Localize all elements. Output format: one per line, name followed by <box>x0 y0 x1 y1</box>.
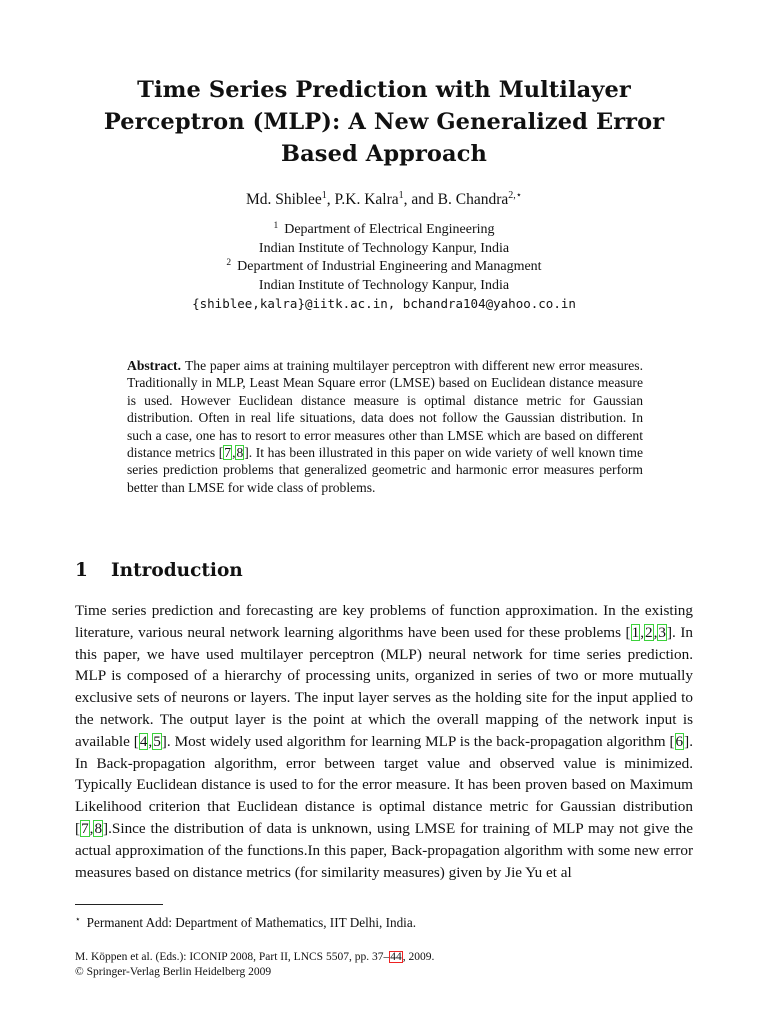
citation-link[interactable]: 8 <box>94 819 103 837</box>
citation-link[interactable]: 5 <box>153 732 161 750</box>
author-separator: , <box>403 191 412 208</box>
section-heading <box>75 559 243 583</box>
section-title: Introduction <box>111 560 243 581</box>
citation-separator: , <box>653 623 658 641</box>
citation-link[interactable]: 1 <box>631 623 640 641</box>
abstract-text: ]. It has been illustrated in this paper on wide variety of well known time series prediction problems that generalized geometric and harmonic error measures perform better than LMSE for wide class of problems. <box>127 445 643 495</box>
footnote-mark: ⋆ <box>75 914 81 924</box>
citation-separator: , <box>89 819 94 837</box>
affiliation-line <box>60 258 708 277</box>
author-name: Md. Shiblee <box>245 191 322 208</box>
citation-link[interactable]: 4 <box>139 732 148 750</box>
body-text: Time series prediction and forecasting are key problems of function approximation. In the existing literature, various neural network learning algorithms have been used for these problems [ <box>75 602 693 641</box>
publisher-info <box>75 950 434 979</box>
body-text: ]. In this paper, we have used multilayer perceptron (MLP) neural network for time series prediction. MLP is composed of a hierarchy of processing units, organized in series of two or more mutually exclusive sets of neurons or layers. The input layer serves as the holding site for the input applied to the network. The output layer is the point at which the overall mapping of the network input is available [ <box>75 623 693 750</box>
page-range-link[interactable]: 44 <box>390 951 402 963</box>
citation-link[interactable]: 7 <box>81 819 89 837</box>
proceedings-line <box>75 950 434 965</box>
affil-department: Department of Industrial Engineering and Managment <box>237 259 542 274</box>
author-emails: {shiblee,kalra}@iitk.ac.in, bchandra104@yahoo.co.in <box>192 296 576 311</box>
citation-link[interactable]: 6 <box>675 732 684 750</box>
abstract <box>127 357 643 496</box>
body-text: ]. In Back-propagation algorithm, error between target value and observed value is minimized. Typically Euclidean distance is used to for the error measure. It has been proven based on Maximum Likelihood criterion that Euclidean distance is optimal distance metric for Gaussian distribution [ <box>75 732 693 837</box>
author-separator: , <box>326 191 335 208</box>
author-list <box>60 190 708 210</box>
affiliations <box>60 221 708 314</box>
citation-link[interactable]: 3 <box>658 623 666 641</box>
citation-separator: , <box>148 732 153 750</box>
citation-separator: , <box>232 445 236 461</box>
footnote-divider <box>75 904 163 905</box>
paper-title <box>60 74 708 170</box>
author-name: and B. Chandra <box>411 191 509 208</box>
author-affil-mark: 2,⋆ <box>508 190 523 201</box>
affil-institute: Indian Institute of Technology Kanpur, India <box>258 277 510 293</box>
author-name: P.K. Kalra <box>334 191 399 208</box>
affiliation-line <box>60 221 708 240</box>
author-affil-mark: 1 <box>398 190 404 201</box>
affil-department: Department of Electrical Engineering <box>284 222 495 237</box>
affil-mark: 2 <box>226 258 232 268</box>
abstract-text: The paper aims at training multilayer perceptron with different new error measures. Traditionally in MLP, Least Mean Square error (LMSE) based on Euclidean distance measure is used. However Euclidean distance measure is optimal distance metric for Gaussian distribution. Often in real life situations, data does not follow the Gaussian distribution. In such a case, one has to resort to error measures other than LMSE which are based on different distance metrics [ <box>127 358 643 461</box>
proceedings-text: M. Köppen et al. (Eds.): ICONIP 2008, Part II, LNCS 5507, pp. 37– <box>75 951 390 963</box>
author-affil-mark: 1 <box>321 190 327 201</box>
title-line: Based Approach <box>281 141 487 167</box>
abstract-label: Abstract. <box>127 358 181 373</box>
citation-link[interactable]: 8 <box>236 445 244 461</box>
copyright-line: © Springer-Verlag Berlin Heidelberg 2009 <box>75 965 272 978</box>
citation-separator: , <box>640 623 644 641</box>
footnote-text: Permanent Add: Department of Mathematics, IIT Delhi, India. <box>86 915 416 930</box>
title-line: Time Series Prediction with Multilayer <box>137 77 631 103</box>
section-number: 1 <box>75 560 88 581</box>
affil-institute: Indian Institute of Technology Kanpur, India <box>258 240 510 256</box>
title-line: Perceptron (MLP): A New Generalized Error <box>103 109 665 135</box>
citation-link[interactable]: 2 <box>644 623 653 641</box>
body-text: ]. Most widely used algorithm for learning MLP is the back-propagation algorithm [ <box>161 732 675 750</box>
citation-link[interactable]: 7 <box>224 445 232 461</box>
body-text: ].Since the distribution of data is unknown, using LMSE for training of MLP may not give the actual approximation of the functions.In this paper, Back-propagation algorithm with some new error measures based on distance metrics (for similarity measures) given by Jie Yu et al <box>75 819 693 881</box>
introduction-paragraph <box>75 600 693 883</box>
footnote <box>75 914 416 932</box>
proceedings-text: , 2009. <box>402 951 435 963</box>
affil-mark: 1 <box>273 221 279 231</box>
